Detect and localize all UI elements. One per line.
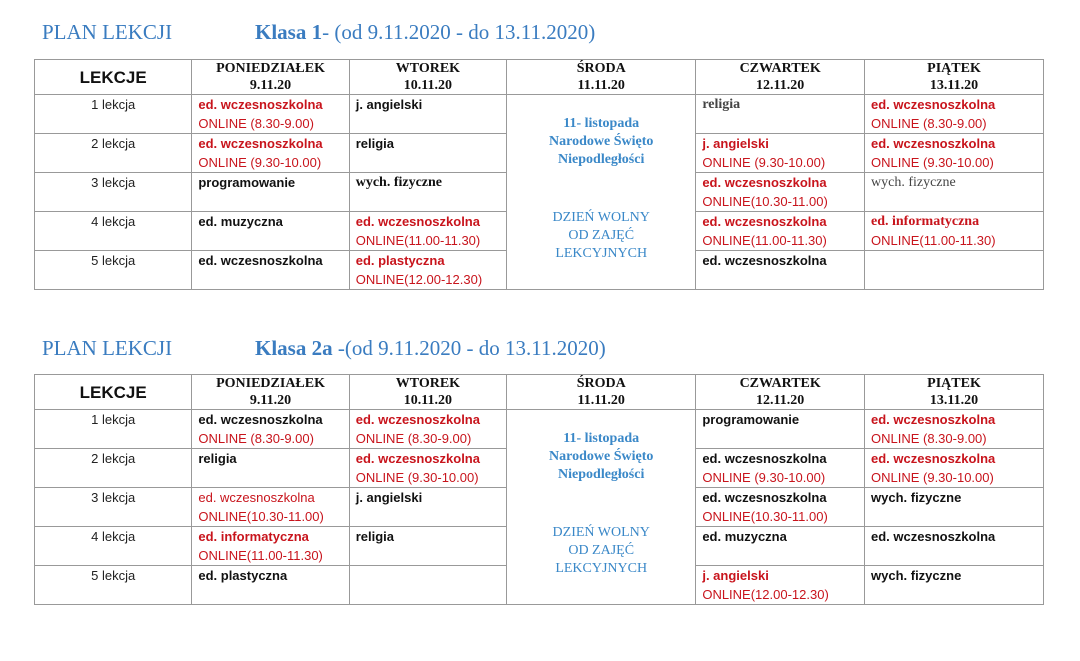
subject: ed. wczesnoszkolna	[355, 214, 480, 229]
header-lekcje: LEKCJE	[35, 60, 192, 95]
day-name: WTOREK	[395, 376, 461, 391]
lesson-number: 3 lekcja	[35, 488, 192, 527]
lesson-number: 5 lekcja	[35, 251, 192, 290]
subject: ed. wczesnoszkolna	[355, 412, 480, 427]
subject: programowanie	[198, 175, 296, 190]
lesson-number: 5 lekcja	[35, 566, 192, 605]
table-row	[35, 95, 1044, 134]
header-row	[35, 375, 1044, 410]
holiday-line: LEKCYJNYCH	[555, 561, 648, 576]
subject: j. angielski	[355, 97, 423, 112]
day-name: ŚRODA	[576, 376, 626, 391]
lesson-number: 4 lekcja	[35, 212, 192, 251]
subject: wych. fizyczne	[871, 490, 962, 505]
day-name: PONIEDZIAŁEK	[216, 61, 325, 76]
subject: ed. plastyczna	[355, 253, 445, 268]
subject: ed. wczesnoszkolna	[702, 490, 827, 505]
subject: ed. wczesnoszkolna	[198, 412, 323, 427]
lesson-cell	[349, 449, 506, 488]
class-name: Klasa 2a	[255, 336, 333, 360]
subject: ed. wczesnoszkolna	[871, 136, 996, 151]
lesson-cell	[865, 251, 1044, 290]
header-day	[349, 60, 506, 95]
lesson-cell	[696, 449, 865, 488]
lesson-cell	[192, 251, 349, 290]
subject: j. angielski	[702, 136, 769, 151]
holiday-line: 11- listopada	[563, 431, 640, 446]
lesson-number: 1 lekcja	[35, 410, 192, 449]
timetable	[34, 374, 1044, 605]
class-name: Klasa 1	[255, 20, 323, 44]
online-time: ONLINE (8.30-9.00)	[198, 431, 314, 446]
plan-label: PLAN LEKCJI	[42, 336, 173, 360]
subject: ed. wczesnoszkolna	[702, 214, 827, 229]
subject: wych. fizyczne	[871, 175, 956, 190]
lesson-number: 1 lekcja	[35, 95, 192, 134]
day-date: 10.11.20	[403, 393, 453, 408]
online-time: ONLINE (9.30-10.00)	[355, 470, 479, 485]
online-time: ONLINE(11.00-11.30)	[871, 233, 996, 248]
header-lekcje: LEKCJE	[35, 375, 192, 410]
subject: religia	[702, 97, 741, 112]
online-time: ONLINE (8.30-9.00)	[355, 431, 472, 446]
lesson-cell	[865, 212, 1044, 251]
subject: ed. wczesnoszkolna	[871, 529, 996, 544]
day-name: PIĄTEK	[927, 61, 981, 76]
lesson-cell	[192, 173, 349, 212]
online-time: ONLINE (9.30-10.00)	[871, 470, 994, 485]
lesson-cell	[865, 410, 1044, 449]
online-time: ONLINE (8.30-9.00)	[871, 116, 987, 131]
lesson-cell	[349, 566, 506, 605]
lesson-cell	[696, 173, 865, 212]
subject: ed. muzyczna	[198, 214, 283, 229]
lesson-cell	[349, 212, 506, 251]
lesson-cell	[192, 95, 349, 134]
plan-label: PLAN LEKCJI	[42, 20, 173, 44]
header-day	[865, 375, 1044, 410]
online-time: ONLINE(11.00-11.30)	[198, 548, 323, 563]
online-time: ONLINE(12.00-12.30)	[355, 272, 483, 287]
subject: religia	[198, 451, 237, 466]
header-day	[696, 60, 865, 95]
subject: ed. plastyczna	[198, 568, 288, 583]
date-range: - (od 9.11.2020 - do 13.11.2020)	[322, 20, 596, 44]
subject: ed. wczesnoszkolna	[198, 97, 323, 112]
lesson-cell	[349, 410, 506, 449]
lesson-cell	[696, 488, 865, 527]
lesson-cell	[192, 134, 349, 173]
header-day	[507, 375, 696, 410]
header-day	[507, 60, 696, 95]
header-row	[35, 60, 1044, 95]
day-date: 11.11.20	[577, 78, 625, 93]
timetable	[34, 59, 1044, 290]
lesson-cell	[696, 212, 865, 251]
online-time: ONLINE(10.30-11.00)	[198, 509, 324, 524]
lesson-number: 3 lekcja	[35, 173, 192, 212]
holiday-line: DZIEŃ WOLNY	[552, 525, 650, 540]
online-time: ONLINE(11.00-11.30)	[702, 233, 827, 248]
lesson-cell	[865, 566, 1044, 605]
day-name: PIĄTEK	[927, 376, 981, 391]
online-time: ONLINE (8.30-9.00)	[198, 116, 314, 131]
lesson-cell	[696, 134, 865, 173]
subject: ed. wczesnoszkolna	[702, 175, 827, 190]
day-date: 12.11.20	[756, 393, 805, 408]
lesson-cell	[696, 566, 865, 605]
lesson-cell	[696, 95, 865, 134]
day-name: WTOREK	[395, 61, 461, 76]
subject: ed. wczesnoszkolna	[702, 451, 827, 466]
holiday-cell	[507, 410, 696, 605]
subject: wych. fizyczne	[871, 568, 962, 583]
header-day	[349, 375, 506, 410]
subject: ed. informatyczna	[198, 529, 309, 544]
subject: ed. wczesnoszkolna	[198, 253, 323, 268]
subject: ed. wczesnoszkolna	[198, 490, 315, 505]
lesson-cell	[865, 173, 1044, 212]
online-time: ONLINE(10.30-11.00)	[702, 509, 828, 524]
lesson-cell	[696, 527, 865, 566]
lesson-cell	[192, 212, 349, 251]
lesson-cell	[865, 488, 1044, 527]
day-date: 13.11.20	[929, 393, 979, 408]
holiday-line: DZIEŃ WOLNY	[552, 210, 650, 225]
lesson-cell	[349, 488, 506, 527]
lesson-number: 4 lekcja	[35, 527, 192, 566]
subject: religia	[355, 529, 395, 544]
lesson-number: 2 lekcja	[35, 449, 192, 488]
online-time: ONLINE (9.30-10.00)	[702, 155, 826, 170]
subject: ed. muzyczna	[702, 529, 787, 544]
holiday-line: 11- listopada	[563, 116, 640, 131]
subject: j. angielski	[702, 568, 769, 583]
day-name: CZWARTEK	[739, 376, 821, 391]
subject: ed. wczesnoszkolna	[355, 451, 480, 466]
lesson-cell	[192, 566, 349, 605]
lesson-cell	[349, 527, 506, 566]
day-name: ŚRODA	[576, 61, 626, 76]
subject: programowanie	[702, 412, 800, 427]
subject: j. angielski	[355, 490, 423, 505]
day-date: 11.11.20	[577, 393, 625, 408]
subject: ed. wczesnoszkolna	[871, 97, 996, 112]
day-name: CZWARTEK	[739, 61, 821, 76]
holiday-line: LEKCYJNYCH	[555, 246, 648, 261]
day-date: 9.11.20	[249, 393, 292, 408]
holiday-line: Narodowe Święto	[549, 449, 654, 464]
online-time: ONLINE (8.30-9.00)	[871, 431, 987, 446]
holiday-line: OD ZAJĘĆ	[568, 543, 635, 558]
lesson-cell	[192, 410, 349, 449]
lesson-cell	[865, 527, 1044, 566]
day-date: 9.11.20	[249, 78, 292, 93]
lesson-cell	[192, 449, 349, 488]
online-time: ONLINE (9.30-10.00)	[871, 155, 994, 170]
online-time: ONLINE (9.30-10.00)	[702, 470, 826, 485]
online-time: ONLINE(11.00-11.30)	[355, 233, 481, 248]
lesson-cell	[192, 488, 349, 527]
plan-title	[42, 20, 596, 45]
header-day	[865, 60, 1044, 95]
holiday-cell	[507, 95, 696, 290]
online-time: ONLINE(12.00-12.30)	[702, 587, 829, 602]
day-name: PONIEDZIAŁEK	[216, 376, 325, 391]
day-date: 13.11.20	[929, 78, 979, 93]
table-row	[35, 410, 1044, 449]
subject: religia	[355, 136, 395, 151]
holiday-line: OD ZAJĘĆ	[568, 228, 635, 243]
subject: ed. wczesnoszkolna	[871, 451, 996, 466]
plan-title	[42, 336, 606, 361]
subject: wych. fizyczne	[355, 175, 443, 190]
holiday-line: Niepodległości	[558, 152, 645, 167]
lesson-cell	[865, 95, 1044, 134]
date-range: -(od 9.11.2020 - do 13.11.2020)	[332, 336, 606, 360]
lesson-cell	[349, 251, 506, 290]
online-time: ONLINE (9.30-10.00)	[198, 155, 322, 170]
subject: ed. wczesnoszkolna	[702, 253, 827, 268]
lesson-number: 2 lekcja	[35, 134, 192, 173]
lesson-cell	[696, 251, 865, 290]
header-day	[192, 375, 349, 410]
lesson-cell	[349, 95, 506, 134]
holiday-line: Narodowe Święto	[549, 134, 654, 149]
day-date: 10.11.20	[403, 78, 453, 93]
subject: ed. informatyczna	[871, 214, 980, 229]
lesson-cell	[192, 527, 349, 566]
lesson-cell	[865, 449, 1044, 488]
header-day	[696, 375, 865, 410]
day-date: 12.11.20	[756, 78, 805, 93]
lesson-cell	[865, 134, 1044, 173]
holiday-line: Niepodległości	[558, 467, 645, 482]
subject: ed. wczesnoszkolna	[198, 136, 323, 151]
online-time: ONLINE(10.30-11.00)	[702, 194, 828, 209]
lesson-cell	[349, 173, 506, 212]
lesson-cell	[696, 410, 865, 449]
subject: ed. wczesnoszkolna	[871, 412, 996, 427]
header-day	[192, 60, 349, 95]
lesson-cell	[349, 134, 506, 173]
